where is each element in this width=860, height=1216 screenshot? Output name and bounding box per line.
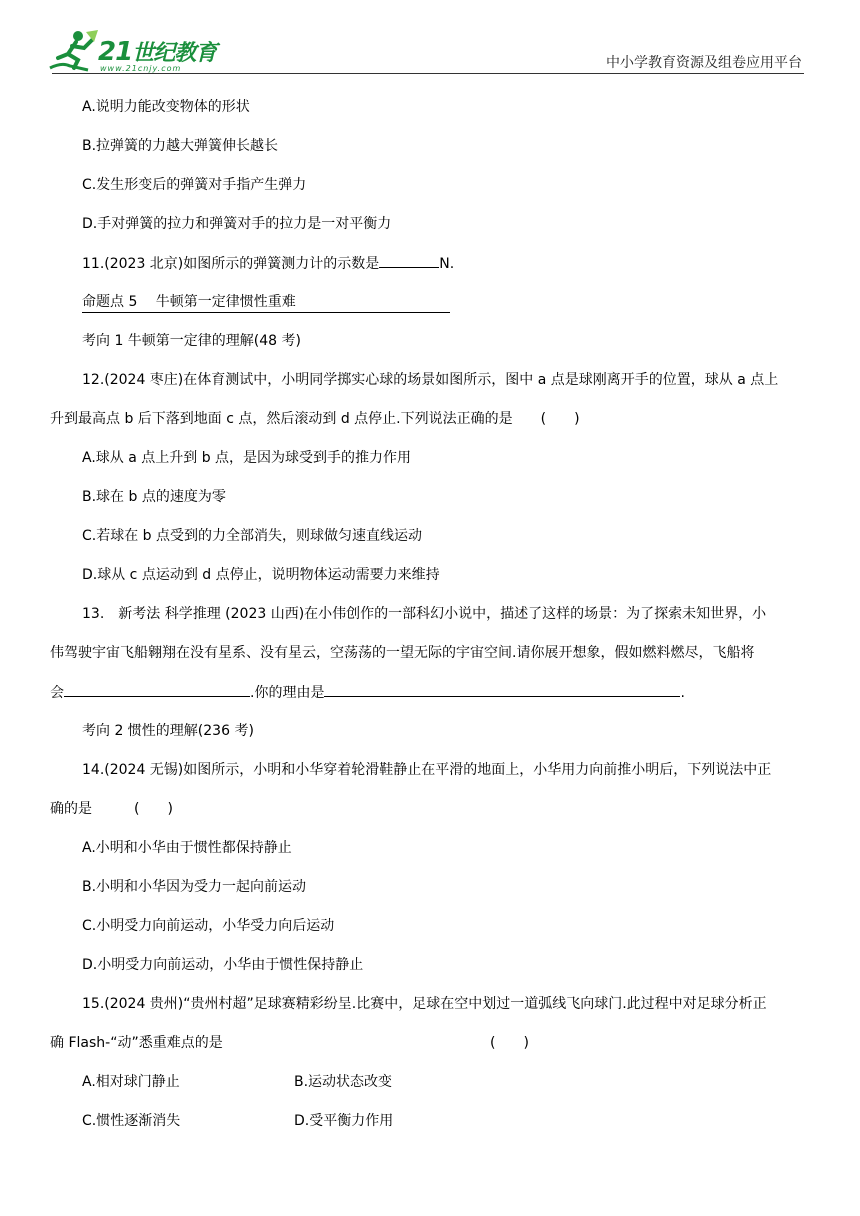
q13-stem-line3 (50, 682, 685, 703)
q14-stem-line2: 确的是 ( ) (50, 801, 173, 817)
q13-stem-line1: 13. 新考法 科学推理 (2023 山西)在小伟创作的一部科幻小说中，描述了这样的场景：为了探索未知世界，小 (82, 606, 767, 622)
q12-option-b: B.球在 b 点的速度为零 (82, 489, 226, 505)
q12-stem-line2: 升到最高点 b 后下落到地面 c 点，然后滚动到 d 点停止.下列说法正确的是 ( ) (50, 411, 580, 427)
topic-heading (82, 292, 450, 313)
q12-stem-line1: 12.(2024 枣庄)在体育测试中，小明同学掷实心球的场景如图所示，图中 a 点是球刚离开手的位置，球从 a 点上 (82, 372, 779, 388)
q11-stem (82, 253, 454, 274)
logo-url: www.21cnjy.com (100, 64, 182, 73)
site-logo[interactable] (48, 28, 223, 76)
q15-option-c: C.惯性逐渐消失 (82, 1113, 181, 1129)
logo-wordmark (98, 36, 216, 67)
q14-option-d: D.小明受力向前运动，小华由于惯性保持静止 (82, 957, 364, 973)
q12-option-a: A.球从 a 点上升到 b 点，是因为球受到手的推力作用 (82, 450, 412, 466)
q13-stem-line2: 伟驾驶宇宙飞船翱翔在没有星系、没有星云，空荡荡的一望无际的宇宙空间.请你展开想象，假如燃料燃尽，飞船将 (50, 645, 755, 661)
q13-text-b: .你的理由是 (250, 685, 325, 701)
q10-option-b: B.拉弹簧的力越大弹簧伸长越长 (82, 138, 279, 154)
q14-option-a: A.小明和小华由于惯性都保持静止 (82, 840, 292, 856)
q11-unit: N. (439, 256, 455, 272)
header-divider (52, 73, 804, 74)
q15-stem-line1: 15.(2024 贵州)“贵州村超”足球赛精彩纷呈.比赛中，足球在空中划过一道弧线飞向球门.此过程中对足球分析正 (82, 996, 767, 1012)
q14-stem-line1: 14.(2024 无锡)如图所示，小明和小华穿着轮滑鞋静止在平滑的地面上，小华用力向前推小明后，下列说法中正 (82, 762, 772, 778)
page-header (0, 0, 860, 80)
q15-answer-paren[interactable]: ( ) (490, 1035, 529, 1051)
q14-option-b: B.小明和小华因为受力一起向前运动 (82, 879, 307, 895)
subtopic-1-heading: 考向 1 牛顿第一定律的理解(48 考) (82, 333, 301, 349)
q12-option-d: D.球从 c 点运动到 d 点停止，说明物体运动需要力来维持 (82, 567, 440, 583)
q15-stem-line2: 确 Flash-“动”悉重难点的是 (50, 1035, 223, 1051)
q11-answer-blank[interactable] (379, 253, 439, 268)
q10-option-c: C.发生形变后的弹簧对手指产生弹力 (82, 177, 307, 193)
runner-logo-icon (48, 28, 100, 74)
subtopic-2-heading: 考向 2 惯性的理解(236 考) (82, 723, 254, 739)
topic5-title: 命题点 5 牛顿第一定律惯性重难 (82, 292, 450, 313)
q10-option-a: A.说明力能改变物体的形状 (82, 99, 250, 115)
q13-answer-blank-1[interactable] (64, 682, 250, 697)
logo-main: 21 (98, 37, 133, 67)
q14-option-c: C.小明受力向前运动，小华受力向后运动 (82, 918, 335, 934)
q15-option-d: D.受平衡力作用 (294, 1113, 394, 1129)
q13-text-c: . (680, 685, 685, 701)
q15-option-a: A.相对球门静止 (82, 1074, 180, 1090)
platform-title: 中小学教育资源及组卷应用平台 (606, 55, 802, 71)
q11-text: 11.(2023 北京)如图所示的弹簧测力计的示数是 (82, 256, 380, 272)
logo-cn: 世纪教育 (132, 41, 217, 66)
q10-option-d: D.手对弹簧的拉力和弹簧对手的拉力是一对平衡力 (82, 216, 392, 232)
q12-option-c: C.若球在 b 点受到的力全部消失，则球做匀速直线运动 (82, 528, 423, 544)
q13-text-a: 会 (50, 685, 64, 701)
q15-option-b: B.运动状态改变 (294, 1074, 393, 1090)
q13-answer-blank-2[interactable] (324, 682, 680, 697)
